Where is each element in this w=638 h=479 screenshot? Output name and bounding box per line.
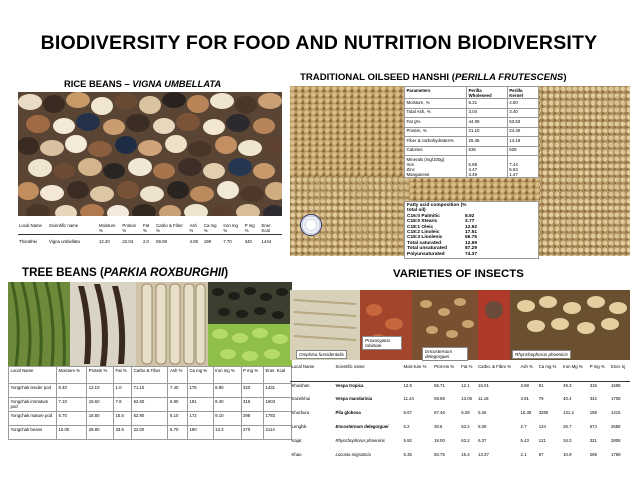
table-cell: 63.2 [461, 438, 470, 443]
table-cell: 40.4 [563, 396, 572, 401]
table-cell: 24.40 [507, 127, 538, 137]
perilla-title-italic: PERILLA FRUTESCENS [454, 72, 564, 83]
table-cell: 6.10 [168, 412, 187, 426]
table-cell: 16.38 [520, 410, 532, 415]
table-cell: 59.08 [156, 239, 167, 244]
table-cell: Moisture, % [405, 99, 467, 109]
table-cell: 315 [241, 398, 263, 412]
header-cell: Protein % [87, 367, 114, 384]
fatty-acid-name: C16:0 Palmitic [407, 213, 440, 219]
table-cell: 15.5 [114, 412, 132, 426]
fatty-acid-title: Fatty acid composition (% total oil) [407, 203, 467, 214]
table-cell: 13.37 [478, 452, 489, 457]
table-cell: 53.2 [461, 424, 470, 429]
table-cell: 536 [467, 146, 508, 156]
table-row [405, 137, 539, 147]
table-row [9, 384, 292, 398]
table-header-row [9, 367, 292, 384]
table-cell: 121 [538, 438, 546, 443]
table-row [405, 108, 539, 118]
header-cell: Carbo. & Fibre % [477, 363, 519, 381]
institute-emblem-icon [300, 214, 322, 236]
table-cell: 5.35 [403, 452, 412, 457]
header-cell: Iron mg % [213, 367, 241, 384]
table-cell: 10.00 [57, 426, 87, 440]
table-cell: Rhynchophorus phoenicis [335, 438, 385, 443]
insect-caption: Encosternum delegorguei [422, 347, 468, 361]
fatty-acid-value: 17.51 [465, 230, 478, 236]
fatty-acid-value: 56.76 [465, 235, 478, 241]
table-cell: 4.50 [507, 99, 538, 109]
table-cell: 67.46 [434, 410, 445, 415]
fatty-acid-value: 8.92 [465, 213, 475, 219]
table-cell: 9.10 [213, 412, 241, 426]
fatty-acid-value: 74.37 [465, 251, 478, 257]
header-cell: Moisture % [57, 367, 87, 384]
table-cell: Locusta migratoria [335, 452, 371, 457]
fatty-acid-name: Total saturated [407, 240, 442, 246]
table-cell: Kajat [291, 438, 302, 443]
header-cell: P mg % [244, 223, 261, 235]
fatty-acid-name: C18:3 Linolenic [407, 235, 443, 241]
table-cell: 176 [187, 384, 213, 398]
table-cell: Vespa mandarinia [335, 396, 373, 401]
perilla-composition-table [404, 86, 539, 178]
table-cell: 2114 [264, 426, 292, 440]
table-cell: 3280 [538, 410, 549, 415]
table-cell: Vespa tropica [335, 382, 364, 388]
table-cell: 674 [589, 424, 597, 429]
table-cell: 34.0 [563, 438, 572, 443]
table-cell: 5.43 [520, 438, 529, 443]
rice-title-italic: VIGNA UMBELLATA [132, 78, 222, 89]
table-header-row [290, 363, 630, 381]
table-cell: 124 [538, 424, 546, 429]
table-cell: 6.90 [168, 398, 187, 412]
table-cell: 3.04 [467, 108, 508, 118]
table-cell: 190 [187, 426, 213, 440]
table-cell: 6.28 [461, 410, 470, 415]
fatty-acid-name: C18:1 Oleic [407, 224, 434, 230]
header-cell: Ash % [519, 363, 537, 381]
table-cell: 1708 [610, 396, 621, 401]
table-cell: 7.10 [57, 398, 87, 412]
header-cell: Fat % [114, 367, 132, 384]
fatty-acid-name: C18:2 Linoleic [407, 230, 440, 236]
table-cell: 97 [538, 452, 544, 457]
perilla-title-prefix: TRADITIONAL OILSEED HANSHI ( [300, 72, 455, 83]
table-cell: 6.37 [478, 438, 487, 443]
table-cell: 12.1 [461, 382, 470, 388]
table-cell: 16.01 [478, 382, 489, 388]
table-cell: 321 [589, 438, 597, 443]
tree-title-italic: PARKIA ROXBURGHII [103, 266, 225, 279]
rice-beans-photo [18, 92, 282, 216]
table-cell: Protein, % [405, 127, 467, 137]
insects-table [290, 363, 630, 465]
header-cell: Carbo & Fiber [132, 367, 168, 384]
table-cell: 91 [538, 382, 544, 388]
table-row [290, 423, 630, 437]
insect-caption: Proxocyptus robiniae [362, 336, 402, 350]
fatty-acid-name: Polyunsaturated [407, 251, 445, 257]
header-cell: Ca mg % [187, 367, 213, 384]
table-cell: 315 [589, 382, 597, 388]
table-row [405, 87, 539, 99]
rice-title-prefix: RICE BEANS – [64, 78, 133, 89]
table-cell: 49.3 [563, 382, 572, 388]
table-cell: 5.31 [467, 99, 508, 109]
header-cell: Ca mg % [203, 223, 222, 235]
table-cell: 15.4 [461, 452, 470, 457]
table-cell: 22.00 [132, 426, 168, 440]
table-cell: Total Ash, % [405, 108, 467, 118]
table-cell: 2658 [610, 424, 621, 429]
table-cell: Thorathei [19, 239, 38, 244]
header-cell: Mois-ture % [402, 363, 433, 381]
table-cell: 269 [589, 452, 597, 457]
table-row [290, 381, 630, 395]
table-cell: 59.68 [434, 396, 445, 401]
table-cell: 5.70 [168, 426, 187, 440]
insect-caption: Omphisa fuscidentalis [296, 350, 347, 359]
table-cell: 26.7 [563, 424, 572, 429]
insect-caption: Rhynchophorus phoenicis [512, 350, 571, 359]
header-cell: Local Name [18, 223, 48, 235]
fatty-acid-panel [404, 201, 539, 259]
table-cell: Khao [291, 452, 302, 457]
table-cell: 19.00 [434, 438, 445, 443]
list-item [407, 252, 536, 257]
header-cell: Ener. Kcal [261, 223, 282, 235]
header-cell: Prot-ein % [433, 363, 460, 381]
table-cell: 15.60 [87, 398, 114, 412]
header-cell: Carbo & Fiber % [155, 223, 188, 235]
table-cell: 11.18 [478, 396, 489, 401]
table-cell: Minerals (mg/100g) Iron Zinc Manganese [405, 156, 467, 178]
table-cell: 55.71 [434, 382, 445, 388]
table-cell: 28.80 [87, 426, 114, 440]
table-cell: 71.10 [132, 384, 168, 398]
rice-beans-title [64, 78, 221, 89]
table-cell: Pila globosa [335, 410, 361, 415]
table-cell: 21.10 [467, 127, 508, 137]
table-cell: 298 [241, 412, 263, 426]
table-cell: 13.3 [213, 426, 241, 440]
table-cell: 628 [507, 146, 538, 156]
tree-title-suffix: ) [224, 266, 229, 279]
table-row [405, 146, 539, 156]
header-cell: P mg % [588, 363, 609, 381]
fatty-acid-value: 12.69 [465, 240, 478, 246]
table-cell: 26.45 [467, 137, 508, 147]
table-cell: 1783 [264, 412, 292, 426]
fatty-acid-name: Total unsaturated [407, 246, 447, 252]
table-cell: 12.10 [87, 384, 114, 398]
header-cell: Moisture % [98, 223, 121, 235]
table-row [9, 398, 292, 412]
table-cell: 11.44 [403, 396, 414, 401]
table-cell: 5.26 [478, 410, 487, 415]
table-cell: 79 [538, 396, 544, 401]
table-row [290, 409, 630, 423]
header-cell: Scientific name [334, 363, 402, 381]
table-row [18, 235, 282, 245]
table-cell: 2.1 [520, 452, 527, 457]
table-cell: 44.09 [467, 118, 508, 128]
table-cell: 172 [187, 412, 213, 426]
header-cell: Local Name [290, 363, 334, 381]
header-cell: Fat % [460, 363, 477, 381]
table-header-row [18, 223, 282, 235]
table-cell: 62.60 [132, 398, 168, 412]
insects-title: VARIETIES OF INSECTS [393, 268, 524, 280]
table-cell: 7.70 [223, 239, 232, 244]
header-cell: Ash % [168, 367, 187, 384]
table-cell: Fat g% [405, 118, 467, 128]
table-row [290, 451, 630, 465]
header-cell: Ener. Kcal [264, 367, 292, 384]
table-cell: 158 [589, 410, 597, 415]
table-cell: 1688 [610, 382, 621, 388]
table-cell: 2.0 [142, 239, 149, 244]
rice-beans-table [18, 223, 282, 244]
table-cell: 8.30 [478, 424, 487, 429]
table-cell: 131.2 [563, 410, 574, 415]
fatty-acid-value: 3.77 [465, 219, 475, 225]
table-cell: 1415 [610, 410, 621, 415]
fatty-acid-value: 87.29 [465, 246, 478, 252]
header-cell: Ca mg % [537, 363, 561, 381]
header-cell: Fat % [142, 223, 155, 235]
table-row [290, 437, 630, 451]
fatty-acid-value: 12.92 [465, 224, 478, 230]
tree-beans-title [22, 266, 228, 279]
table-cell: 4.08 [189, 239, 198, 244]
table-cell: 5.2 [403, 424, 410, 429]
table-cell: 12.20 [99, 239, 110, 244]
table-cell: 14.19 [507, 137, 538, 147]
table-cell: 270 [241, 426, 263, 440]
table-cell: 3.81 [520, 396, 529, 401]
table-cell: 8.80 [213, 384, 241, 398]
table-row [405, 127, 539, 137]
table-cell: 340 [244, 239, 252, 244]
table-cell: 5.88 4.47 3.49 [467, 156, 508, 178]
table-cell: Perilla Kernel [507, 87, 538, 99]
table-cell: 3.40 [507, 108, 538, 118]
table-cell: 198 [203, 239, 212, 244]
table-cell: Fiber & carbohydrates% [405, 137, 467, 147]
table-cell: 2808 [610, 438, 621, 443]
header-cell: Ash % [189, 223, 203, 235]
table-cell: 10.9 [563, 452, 572, 457]
table-cell: 5.67 [403, 410, 412, 415]
table-cell: 13.05 [461, 396, 473, 401]
table-cell: Yongchak mature pod [9, 412, 57, 426]
table-cell: Khorbura [291, 410, 310, 415]
table-cell: 30.6 [434, 424, 443, 429]
table-cell: Kazeikhui [291, 396, 311, 401]
table-cell: 18.80 [87, 412, 114, 426]
table-cell: 33.5 [114, 426, 132, 440]
table-row [405, 118, 539, 128]
table-cell: Vigna umbellata [49, 239, 80, 244]
header-cell: Scientific name [48, 223, 98, 235]
table-cell: Yongchak immature pod [9, 398, 57, 412]
page-title: BIODIVERSITY FOR FOOD AND NUTRITION BIODIVERSITY [40, 32, 598, 54]
table-cell: 2.7 [520, 424, 527, 429]
header-cell: Iron Mg % [562, 363, 589, 381]
table-row [405, 156, 539, 178]
fatty-acid-name: C18:0 Stearic [407, 219, 438, 225]
table-cell: 53.53 [507, 118, 538, 128]
table-cell: Encosternum delegorguei [335, 424, 389, 429]
table-row [9, 412, 292, 426]
header-cell: Local Name [9, 367, 57, 384]
table-cell: 7.40 [168, 384, 187, 398]
table-cell: 12.5 [403, 382, 412, 388]
table-cell: 1.0 [114, 384, 132, 398]
table-cell: 1769 [610, 452, 621, 457]
table-cell: 7.44 5.53 1.47 [507, 156, 538, 178]
table-cell: Khuishan [291, 382, 310, 388]
table-cell: 7.8 [114, 398, 132, 412]
table-cell: Yongchak tender pod [9, 384, 57, 398]
header-cell: Ener. kj [609, 363, 630, 381]
table-row [405, 99, 539, 109]
table-cell: 3.68 [520, 382, 529, 388]
table-cell: 8.40 [213, 398, 241, 412]
table-cell: 1603 [264, 398, 292, 412]
table-cell: 52.90 [132, 412, 168, 426]
header-cell: Protein % [121, 223, 142, 235]
tree-beans-table [8, 366, 292, 440]
table-cell: Parameters [405, 87, 467, 99]
perilla-title [300, 72, 567, 83]
table-row [290, 395, 630, 409]
table-cell: Lenghik [291, 424, 307, 429]
table-cell: 1444 [261, 239, 272, 244]
table-cell: 22.04 [122, 239, 134, 244]
table-row [9, 426, 292, 440]
tree-title-prefix: TREE BEANS ( [22, 266, 104, 279]
table-cell: 8.40 [57, 384, 87, 398]
table-cell: 320 [241, 384, 263, 398]
table-cell: Calories [405, 146, 467, 156]
table-cell: 181 [187, 398, 213, 412]
table-cell: 1431 [264, 384, 292, 398]
table-cell: 60.75 [434, 452, 445, 457]
table-cell: 342 [589, 396, 597, 401]
table-cell: Yongchak beans [9, 426, 57, 440]
tree-beans-photo [8, 282, 292, 366]
header-cell: Iron mg % [222, 223, 243, 235]
table-cell: Perilla Wholeseed [467, 87, 508, 99]
table-cell: 5.92 [403, 438, 412, 443]
header-cell: P mg % [241, 367, 263, 384]
perilla-title-suffix: ) [563, 72, 567, 83]
table-cell: 6.70 [57, 412, 87, 426]
